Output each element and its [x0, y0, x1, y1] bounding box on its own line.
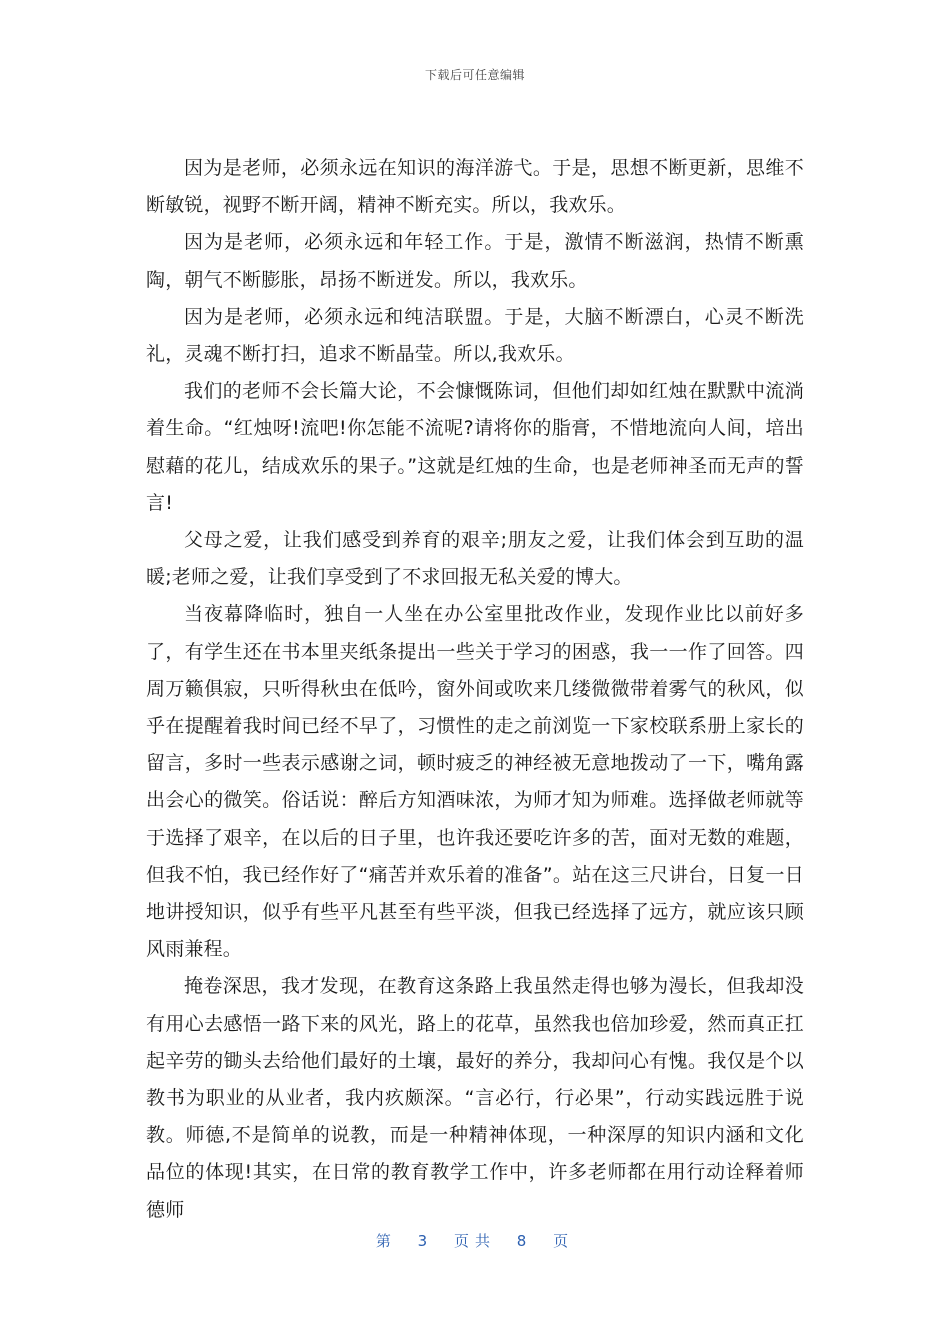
paragraph-6: 当夜幕降临时，独自一人坐在办公室里批改作业，发现作业比以前好多了，有学生还在书本里夹纸条提出一些关于学习的困惑，我一一作了回答。四周万籁俱寂，只听得秋虫在低吟，窗外间或吹来几缕微微带着雾气的秋风，似乎在提醒着我时间已经不早了，习惯性的走之前浏览一下家校联系册上家长的留言，多时一些表示感谢之词，顿时疲乏的神经被无意地拨动了一下，嘴角露出会心的微笑。俗话说：醉后方知酒味浓，为师才知为师难。选择做老师就等于选择了艰辛，在以后的日子里，也许我还要吃许多的苦，面对无数的难题，但我不怕，我已经作好了“痛苦并欢乐着的准备”。站在这三尺讲台，日复一日地讲授知识，似乎有些平凡甚至有些平淡，但我已经选择了远方，就应该只顾风雨兼程。 [146, 603, 804, 961]
page-header: 下载后可任意编辑 [424, 68, 525, 82]
paragraph-4: 我们的老师不会长篇大论，不会慷慨陈词，但他们却如红烛在默默中流淌着生命。“红烛呀!流吧!你怎能不流呢?请将你的脂膏，不惜地流向人间，培出慰藉的花儿，结成欢乐的果子。”这就是红烛的生命，也是老师神圣而无声的誓言! [146, 380, 804, 514]
paragraph-7: 掩卷深思，我才发现，在教育这条路上我虽然走得也够为漫长，但我却没有用心去感悟一路下来的风光，路上的花草，虽然我也倍加珍爱，然而真正扛起辛劳的锄头去给他们最好的土壤，最好的养分，我却问心有愧。我仅是个以教书为职业的从业者，我内疚颇深。“言必行，行必果”，行动实践远胜于说教。师德,不是简单的说教，而是一种精神体现，一种深厚的知识内涵和文化品位的体现!其实，在日常的教育教学工作中，许多老师都在用行动诠释着师德师 [146, 975, 804, 1221]
paragraph-5: 父母之爱，让我们感受到养育的艰辛;朋友之爱，让我们体会到互助的温暖;老师之爱，让我们享受到了不求回报无私关爱的博大。 [146, 529, 804, 589]
paragraph-2: 因为是老师，必须永远和年轻工作。于是，激情不断滋润，热情不断熏陶，朝气不断膨胀，昂扬不断迸发。所以，我欢乐。 [146, 231, 804, 291]
paragraph-3: 因为是老师，必须永远和纯洁联盟。于是，大脑不断漂白，心灵不断洗礼，灵魂不断打扫，追求不断晶莹。所以,我欢乐。 [146, 305, 804, 366]
page-number-footer: 第 3 页共 8 页 [375, 1232, 575, 1250]
paragraph-1: 因为是老师，必须永远在知识的海洋游弋。于是，思想不断更新，思维不断敏锐，视野不断开阔，精神不断充实。所以，我欢乐。 [146, 157, 804, 217]
document-body [146, 150, 804, 1229]
